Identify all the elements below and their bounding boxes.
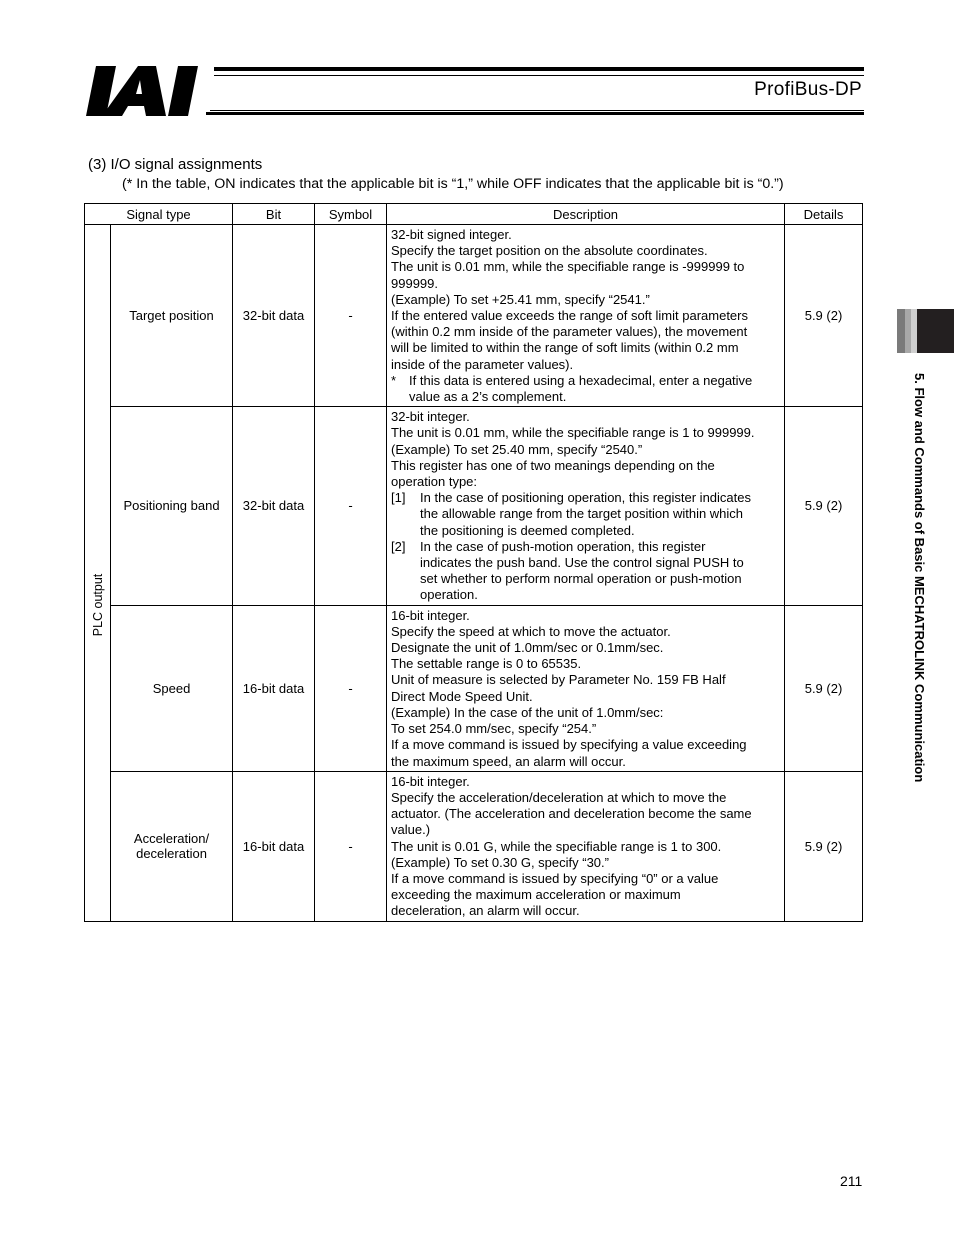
description-cell: 16-bit integer. Specify the speed at which to move the actuator. Designate the unit of 1.0mm/sec or 0.1mm/sec. The settable range is 0 to 65535. Unit of measure is selected by Parameter No. 159 FB Half Direct Mode Speed Unit. (Example) In the case of the unit of 1.0mm/sec: To set 254.0 mm/sec, specify “254.” If a move command is issued by specifying a value exceeding the maximum speed, an alarm will occur. <box>387 605 785 771</box>
header-rule <box>214 75 864 76</box>
header-rule <box>214 67 864 71</box>
column-header: Description <box>387 204 785 225</box>
symbol-cell: - <box>315 407 387 605</box>
column-header: Signal type <box>85 204 233 225</box>
table-row <box>85 407 863 605</box>
io-signal-table <box>84 203 863 922</box>
signal-type-cell: Acceleration/ deceleration <box>111 771 233 921</box>
signal-type-cell: Positioning band <box>111 407 233 605</box>
side-tab-marker <box>917 309 954 353</box>
bit-cell: 16-bit data <box>233 771 315 921</box>
description-list-item: [2] In the case of push-motion operation, this register indicates the push band. Use the control signal PUSH to set whether to perform normal operation or push-motion operation. <box>391 538 744 603</box>
page-number: 211 <box>840 1173 863 1189</box>
description-cell: 16-bit integer. Specify the acceleration/deceleration at which to move the actuator. (The acceleration and deceleration become the same value.) The unit is 0.01 G, while the specifiable range is 1 to 300. (Example) To set 0.30 G, specify “30.” If a move command is issued by specifying “0” or a value exceeding the maximum acceleration or maximum deceleration, an alarm will occur. <box>387 771 785 921</box>
bit-cell: 16-bit data <box>233 605 315 771</box>
bit-cell: 32-bit data <box>233 407 315 605</box>
table-row <box>85 225 863 407</box>
symbol-cell: - <box>315 771 387 921</box>
details-cell: 5.9 (2) <box>785 605 863 771</box>
group-label: PLC output <box>90 573 105 637</box>
column-header: Details <box>785 204 863 225</box>
signal-type-cell: Target position <box>111 225 233 407</box>
column-header: Bit <box>233 204 315 225</box>
product-title: ProfiBus-DP <box>754 79 862 100</box>
signal-type-cell: Speed <box>111 605 233 771</box>
header-rule <box>206 112 864 115</box>
header-rule <box>210 110 864 111</box>
details-cell: 5.9 (2) <box>785 771 863 921</box>
symbol-cell: - <box>315 605 387 771</box>
column-header: Symbol <box>315 204 387 225</box>
table-row <box>85 771 863 921</box>
iai-logo <box>86 66 208 116</box>
table-header-row <box>85 204 863 225</box>
description-note: * If this data is entered using a hexadecimal, enter a negative value as a 2’s complement. <box>391 372 753 405</box>
description-cell: 32-bit integer. The unit is 0.01 mm, while the specifiable range is 1 to 999999. (Example) To set 25.40 mm, specify “2540.” This register has one of two meanings depending on the operation type: [1] In the case of positioning operation, this register indicates the allowable range from the target position within which the positioning is deemed completed. [2] In the case of push-motion operation, this register indicates the push band. Use the control signal PUSH to set whether to perform normal operation or push-motion operation. <box>387 407 785 605</box>
section-note: (* In the table, ON indicates that the applicable bit is “1,” while OFF indicates that the applicable bit is “0.”) <box>122 176 784 192</box>
chapter-side-label: 5. Flow and Commands of Basic MECHATROLINK Communication <box>912 373 927 783</box>
group-cell <box>85 225 111 922</box>
side-tab-marker <box>897 309 905 353</box>
symbol-cell: - <box>315 225 387 407</box>
description-cell: 32-bit signed integer. Specify the target position on the absolute coordinates. The unit is 0.01 mm, while the specifiable range is -999999 to 999999. (Example) To set +25.41 mm, specify “2541.” If the entered value exceeds the range of soft limit parameters (within 0.2 mm inside of the parameter values), the movement will be limited to within the range of soft limits (within 0.2 mm inside of the parameter values). * If this data is entered using a hexadecimal, enter a negative value as a 2’s complement. <box>387 225 785 407</box>
details-cell: 5.9 (2) <box>785 225 863 407</box>
table-row <box>85 605 863 771</box>
description-list-item: [1] In the case of positioning operation, this register indicates the allowable range from the target position within which the positioning is deemed completed. <box>391 490 751 538</box>
details-cell: 5.9 (2) <box>785 407 863 605</box>
section-title: (3) I/O signal assignments <box>88 156 263 173</box>
bit-cell: 32-bit data <box>233 225 315 407</box>
